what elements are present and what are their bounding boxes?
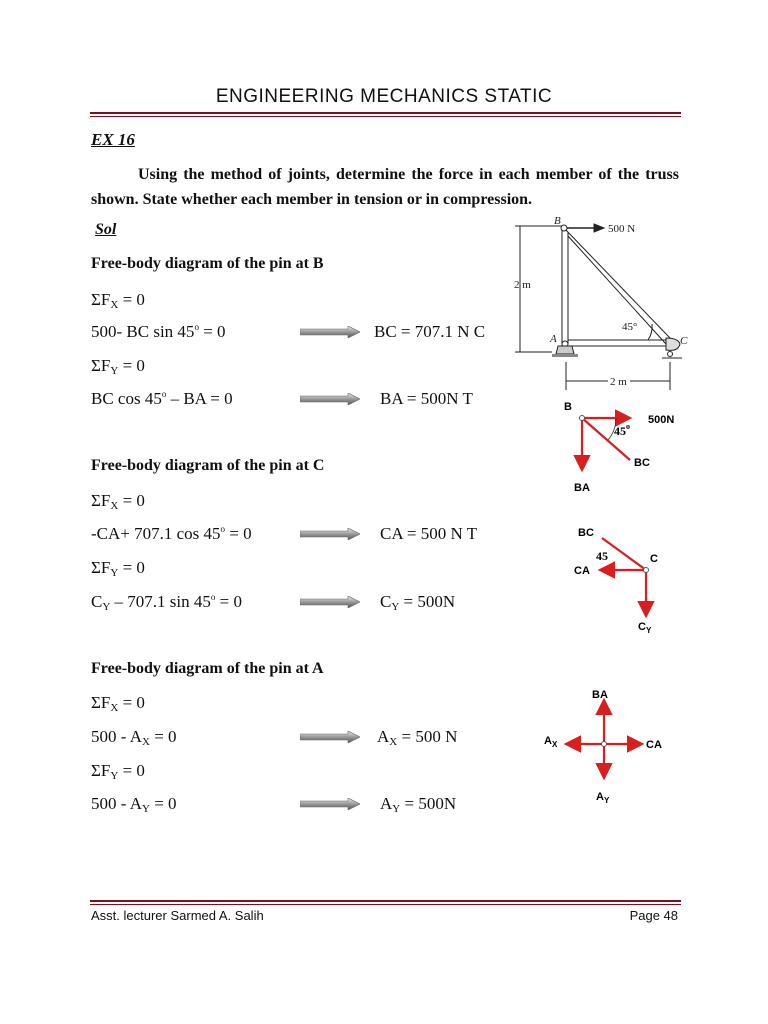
fbd-c-angle: 45 [596,549,608,563]
equation: $C_Y - 707.1$ $\sin 45^o = 0$ [91,592,242,613]
fbd-a-label-ba: BA [592,689,608,701]
solution-label: Sol [95,221,117,238]
result: BC = 707.1 N C [374,322,486,341]
fbd-b-label-b: B [564,401,572,413]
implies-arrow-icon [300,326,360,338]
truss-angle-label: 45° [622,321,638,333]
fbd-pin-c [568,522,678,640]
fbd-a-label-ax: $A_X$ [544,735,558,749]
equation: $\Sigma F_Y = 0$ [91,356,145,377]
fbd-c-label-ca: CA [574,565,590,577]
fbd-c-label-c: C [650,553,658,565]
implies-arrow-icon [300,596,360,608]
fbd-b-angle: 45$^o$ [614,422,630,438]
page-header: ENGINEERING MECHANICS STATIC [215,86,553,107]
footer-rule-thin [90,904,681,905]
fbd-pin-a [540,686,670,808]
equation: 500- BC $\sin 45^o = 0$ [91,322,226,341]
fbd-c-label-bc: BC [578,527,594,539]
problem-statement: Using the method of joints, determine the force in each member of the truss shown. State whether each member in tension or in compression. [91,166,679,208]
fbd-b-label-ba: BA [574,482,590,494]
footer-author: Asst. lecturer Sarmed A. Salih [91,908,264,923]
footer-rule [90,900,681,902]
truss-label-b: B [554,215,561,227]
fbd-b-label-bc: BC [634,457,650,469]
header-rule-thin [90,116,681,117]
fbd-a-label-ca: CA [646,739,662,751]
implies-arrow-icon [300,731,360,743]
section-a-title: Free-body diagram of the pin at A [91,660,324,677]
equation: $\Sigma F_X = 0$ [91,491,145,512]
truss-width-label: 2 m [610,376,627,388]
footer-page-number: Page 48 [629,908,678,923]
example-number: EX 16 [91,130,135,149]
truss-height-label: 2 m [514,279,531,291]
result: $C_Y = 500N$ [380,592,456,613]
equation: -CA+ 707.1 $\cos 45^o = 0$ [91,524,252,543]
equation: $\Sigma F_X = 0$ [91,290,145,311]
result: $A_X = 500$ N [377,727,458,748]
equation: $\Sigma F_Y = 0$ [91,761,145,782]
equation: $\Sigma F_Y = 0$ [91,558,145,579]
equation: $\Sigma F_X = 0$ [91,693,145,714]
header-rule [90,112,681,114]
equation: $500 - A_Y = 0$ [91,794,177,815]
result: $A_Y = 500N$ [380,794,457,815]
fbd-b-force: 500N [648,414,675,426]
truss-diagram [512,214,692,396]
truss-label-c: C [680,335,688,347]
implies-arrow-icon [300,528,360,540]
equation: BC cos 45$^o$ – BA = 0 [91,389,233,408]
section-b-title: Free-body diagram of the pin at B [91,255,324,272]
implies-arrow-icon [300,393,360,405]
fbd-a-label-ay: $A_Y$ [596,791,610,805]
result: BA = 500N T [380,389,473,408]
implies-arrow-icon [300,798,360,810]
fbd-c-label-cy: $C_Y$ [638,621,652,635]
section-c-title: Free-body diagram of the pin at C [91,457,325,474]
truss-label-a: A [550,333,557,345]
fbd-pin-b [556,398,686,498]
result: CA = 500 N T [380,524,478,543]
equation: $500 - A_X = 0$ [91,727,177,748]
truss-force-label: 500 N [608,223,636,235]
